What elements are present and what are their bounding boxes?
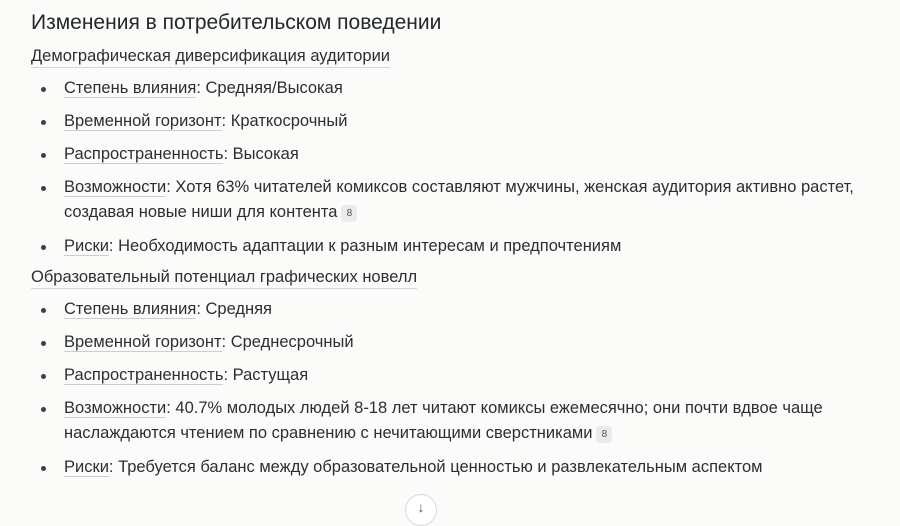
page-title: Изменения в потребительском поведении <box>31 11 442 34</box>
bullet-icon <box>41 407 46 412</box>
section-heading: Демографическая диверсификация аудитории <box>31 45 390 68</box>
section-list <box>31 297 871 480</box>
term-link[interactable]: Степень влияния <box>64 79 197 97</box>
list-item <box>31 396 871 446</box>
term-link[interactable]: Возможности <box>64 178 167 196</box>
scroll-down-button[interactable] <box>405 494 437 526</box>
list-item <box>31 455 871 480</box>
term-link[interactable]: Риски <box>64 458 109 476</box>
term-link[interactable]: Риски <box>64 237 109 255</box>
bullet-icon <box>41 466 46 471</box>
bullet-icon <box>41 245 46 250</box>
item-text: : 40.7% молодых людей 8-18 лет читают комиксы ежемесячно; они почти вдвое чаще наслаждаются чтением по сравнению с нечитающими сверстниками <box>64 399 823 442</box>
section-heading: Образовательный потенциал графических новелл <box>31 266 417 289</box>
arrow-down-icon: ↓ <box>417 499 425 515</box>
bullet-icon <box>41 153 46 158</box>
citation-badge[interactable]: 8 <box>596 426 612 443</box>
item-text: : Высокая <box>223 145 299 163</box>
item-text: : Требуется баланс между образовательной ценностью и развлекательным аспектом <box>108 458 763 476</box>
bullet-icon <box>41 374 46 379</box>
list-item <box>31 109 871 134</box>
list-item <box>31 175 871 225</box>
list-item <box>31 363 871 388</box>
item-text: : Хотя 63% читателей комиксов составляют мужчины, женская аудитория активно растет, создавая новые ниши для контента <box>64 178 854 221</box>
term-link[interactable]: Распространенность <box>64 145 224 163</box>
item-text: : Средняя/Высокая <box>196 79 343 97</box>
bullet-icon <box>41 186 46 191</box>
term-link[interactable]: Возможности <box>64 399 167 417</box>
item-text: : Необходимость адаптации к разным интересам и предпочтениям <box>108 237 622 255</box>
item-text: : Растущая <box>223 366 309 384</box>
bullet-icon <box>41 308 46 313</box>
list-item <box>31 76 871 101</box>
item-text: : Краткосрочный <box>221 112 348 130</box>
term-link[interactable]: Временной горизонт <box>64 112 222 130</box>
item-text: : Среднесрочный <box>221 333 354 351</box>
bullet-icon <box>41 120 46 125</box>
bullet-icon <box>41 87 46 92</box>
term-link[interactable]: Степень влияния <box>64 300 197 318</box>
content <box>31 8 871 480</box>
list-item <box>31 142 871 167</box>
bullet-icon <box>41 341 46 346</box>
citation-badge[interactable]: 8 <box>341 205 357 222</box>
item-text: : Средняя <box>196 300 272 318</box>
section-list <box>31 76 871 259</box>
term-link[interactable]: Распространенность <box>64 366 224 384</box>
list-item <box>31 234 871 259</box>
term-link[interactable]: Временной горизонт <box>64 333 222 351</box>
list-item <box>31 330 871 355</box>
list-item <box>31 297 871 322</box>
